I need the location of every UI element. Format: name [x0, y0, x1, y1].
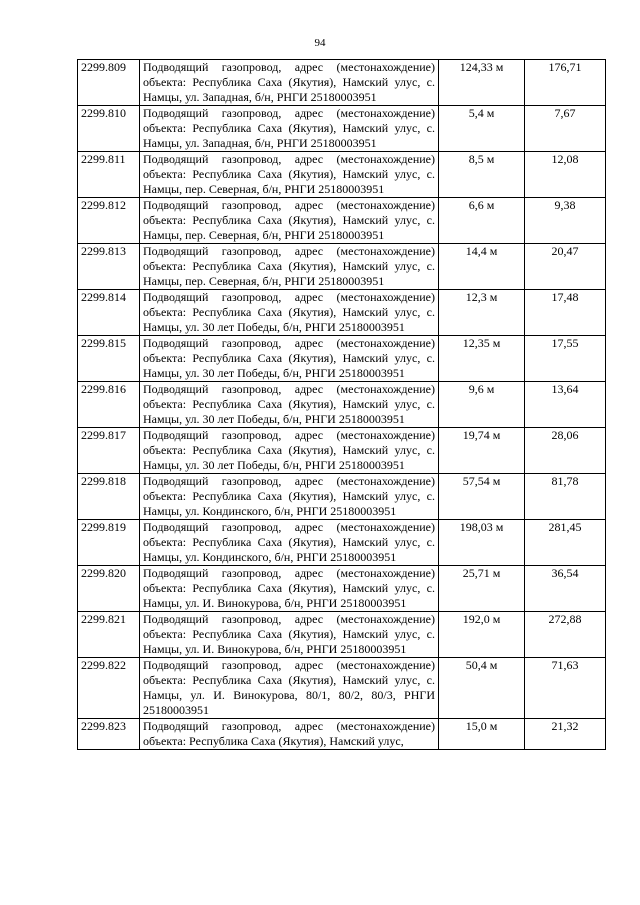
description-line: объекта: Республика Саха (Якутия), Намский улус, [143, 734, 404, 748]
description-line: с. Намцы, ул. 30 лет Победы, б/н, РНГИ [143, 351, 435, 380]
description-line: с. Намцы, ул. 30 лет Победы, б/н, РНГИ [143, 443, 435, 472]
description-line: объекта: Республика Саха (Якутия), Намский улус, [143, 443, 421, 457]
value-cell: 13,64 [525, 382, 606, 428]
description-line: объекта: Республика Саха (Якутия), Намский улус, [143, 213, 421, 227]
description-line: Подводящий газопровод, адрес (местонахождение) [143, 382, 435, 396]
description-line: Подводящий газопровод, адрес (местонахождение) [143, 474, 435, 488]
description-line: Подводящий газопровод, адрес (местонахождение) [143, 198, 435, 212]
length-cell: 198,03 м [439, 520, 525, 566]
description-line: с. Намцы, пер. Северная, б/н, РНГИ 25180003951 [143, 213, 435, 242]
description-line: объекта: Республика Саха (Якутия), Намский улус, [143, 627, 421, 641]
length-cell: 8,5 м [439, 152, 525, 198]
length-cell: 15,0 м [439, 719, 525, 750]
description-line: объекта: Республика Саха (Якутия), Намский улус, [143, 75, 421, 89]
description-line: с. Намцы, ул. И. Винокурова, б/н, РНГИ [143, 627, 435, 656]
description-line: с. Намцы, ул. 30 лет Победы, б/н, РНГИ [143, 305, 435, 334]
registry-number-cell: 2299.816 [78, 382, 140, 428]
table-row [78, 719, 606, 750]
description-line: Подводящий газопровод, адрес (местонахождение) [143, 658, 435, 672]
description-line: Подводящий газопровод, адрес (местонахождение) [143, 520, 435, 534]
length-cell: 5,4 м [439, 106, 525, 152]
description-line: Подводящий газопровод, адрес (местонахождение) [143, 566, 435, 580]
description-line: с. Намцы, ул. 30 лет Победы, б/н, РНГИ [143, 397, 435, 426]
object-description-cell [140, 474, 439, 520]
object-description-cell [140, 719, 439, 750]
table-row [78, 336, 606, 382]
object-description-cell [140, 428, 439, 474]
value-cell: 36,54 [525, 566, 606, 612]
value-cell: 12,08 [525, 152, 606, 198]
registry-number-cell: 2299.821 [78, 612, 140, 658]
object-description-cell [140, 658, 439, 719]
page-number: 94 [314, 37, 326, 49]
value-cell: 20,47 [525, 244, 606, 290]
registry-number-cell: 2299.809 [78, 60, 140, 106]
value-cell: 17,48 [525, 290, 606, 336]
description-line: объекта: Республика Саха (Якутия), Намский улус, [143, 397, 421, 411]
registry-number-cell: 2299.822 [78, 658, 140, 719]
registry-table [77, 59, 606, 750]
length-cell: 6,6 м [439, 198, 525, 244]
description-line: объекта: Республика Саха (Якутия), Намский улус, [143, 259, 421, 273]
description-line: Подводящий газопровод, адрес (местонахождение) [143, 106, 435, 120]
object-description-cell [140, 60, 439, 106]
description-line: Подводящий газопровод, адрес (местонахождение) [143, 336, 435, 350]
length-cell: 12,3 м [439, 290, 525, 336]
description-line: с. Намцы, пер. Северная, б/н, РНГИ 25180003951 [143, 259, 435, 288]
object-description-cell [140, 612, 439, 658]
description-line: с. Намцы, ул. Кондинского, б/н, РНГИ 25180003951 [143, 489, 435, 518]
description-line: 25180003951 [143, 703, 209, 717]
object-description-cell [140, 198, 439, 244]
description-line: с. Намцы, ул. Западная, б/н, РНГИ 25180003951 [143, 75, 435, 104]
description-line: Подводящий газопровод, адрес (местонахождение) [143, 152, 435, 166]
table-row [78, 520, 606, 566]
length-cell: 124,33 м [439, 60, 525, 106]
table-row [78, 290, 606, 336]
object-description-cell [140, 106, 439, 152]
registry-number-cell: 2299.818 [78, 474, 140, 520]
length-cell: 9,6 м [439, 382, 525, 428]
description-line: объекта: Республика Саха (Якутия), Намский улус, [143, 167, 421, 181]
length-cell: 25,71 м [439, 566, 525, 612]
value-cell: 176,71 [525, 60, 606, 106]
value-cell: 281,45 [525, 520, 606, 566]
description-line: объекта: Республика Саха (Якутия), Намский улус, [143, 673, 421, 687]
table-row [78, 612, 606, 658]
value-cell: 21,32 [525, 719, 606, 750]
description-line: объекта: Республика Саха (Якутия), Намский улус, [143, 535, 421, 549]
description-line: 25180003951 [338, 412, 405, 426]
registry-number-cell: 2299.813 [78, 244, 140, 290]
table-row [78, 198, 606, 244]
table-row [78, 566, 606, 612]
registry-number-cell: 2299.817 [78, 428, 140, 474]
table-row [78, 152, 606, 198]
object-description-cell [140, 152, 439, 198]
registry-number-cell: 2299.823 [78, 719, 140, 750]
length-cell: 57,54 м [439, 474, 525, 520]
registry-number-cell: 2299.815 [78, 336, 140, 382]
description-line: Подводящий газопровод, адрес (местонахождение) [143, 290, 435, 304]
table-row [78, 382, 606, 428]
value-cell: 9,38 [525, 198, 606, 244]
description-line: с. Намцы, пер. Северная, б/н, РНГИ 25180003951 [143, 167, 435, 196]
description-line: с. Намцы, ул. И. Винокурова, б/н, РНГИ [143, 581, 435, 610]
description-line: Подводящий газопровод, адрес (местонахождение) [143, 612, 435, 626]
table-row [78, 658, 606, 719]
length-cell: 14,4 м [439, 244, 525, 290]
description-line: объекта: Республика Саха (Якутия), Намский улус, [143, 305, 421, 319]
description-line: Подводящий газопровод, адрес (местонахождение) [143, 60, 435, 74]
table-row [78, 60, 606, 106]
length-cell: 50,4 м [439, 658, 525, 719]
description-line: 25180003951 [338, 458, 405, 472]
length-cell: 192,0 м [439, 612, 525, 658]
object-description-cell [140, 244, 439, 290]
registry-number-cell: 2299.814 [78, 290, 140, 336]
object-description-cell [140, 336, 439, 382]
description-line: Подводящий газопровод, адрес (местонахождение) [143, 428, 435, 442]
table-row [78, 474, 606, 520]
description-line: объекта: Республика Саха (Якутия), Намский улус, [143, 121, 421, 135]
description-line: Подводящий газопровод, адрес (местонахождение) [143, 244, 435, 258]
description-line: с. Намцы, ул. Кондинского, б/н, РНГИ 25180003951 [143, 535, 435, 564]
registry-number-cell: 2299.820 [78, 566, 140, 612]
description-line: с. Намцы, ул. И. Винокурова, 80/1, 80/2, 80/3, РНГИ [143, 673, 435, 702]
description-line: 25180003951 [338, 366, 405, 380]
object-description-cell [140, 566, 439, 612]
description-line: 25180003951 [340, 642, 407, 656]
object-description-cell [140, 290, 439, 336]
registry-number-cell: 2299.811 [78, 152, 140, 198]
description-line: 25180003951 [340, 596, 407, 610]
value-cell: 81,78 [525, 474, 606, 520]
table-row [78, 428, 606, 474]
description-line: объекта: Республика Саха (Якутия), Намский улус, [143, 351, 421, 365]
length-cell: 19,74 м [439, 428, 525, 474]
value-cell: 71,63 [525, 658, 606, 719]
registry-number-cell: 2299.812 [78, 198, 140, 244]
value-cell: 7,67 [525, 106, 606, 152]
value-cell: 17,55 [525, 336, 606, 382]
registry-number-cell: 2299.810 [78, 106, 140, 152]
length-cell: 12,35 м [439, 336, 525, 382]
value-cell: 272,88 [525, 612, 606, 658]
table-row [78, 106, 606, 152]
description-line: объекта: Республика Саха (Якутия), Намский улус, [143, 489, 421, 503]
description-line: объекта: Республика Саха (Якутия), Намский улус, [143, 581, 421, 595]
registry-number-cell: 2299.819 [78, 520, 140, 566]
value-cell: 28,06 [525, 428, 606, 474]
registry-table-body [78, 60, 606, 750]
table-row [78, 244, 606, 290]
object-description-cell [140, 520, 439, 566]
description-line: с. Намцы, ул. Западная, б/н, РНГИ 25180003951 [143, 121, 435, 150]
object-description-cell [140, 382, 439, 428]
description-line: Подводящий газопровод, адрес (местонахождение) [143, 719, 435, 733]
description-line: 25180003951 [338, 320, 405, 334]
